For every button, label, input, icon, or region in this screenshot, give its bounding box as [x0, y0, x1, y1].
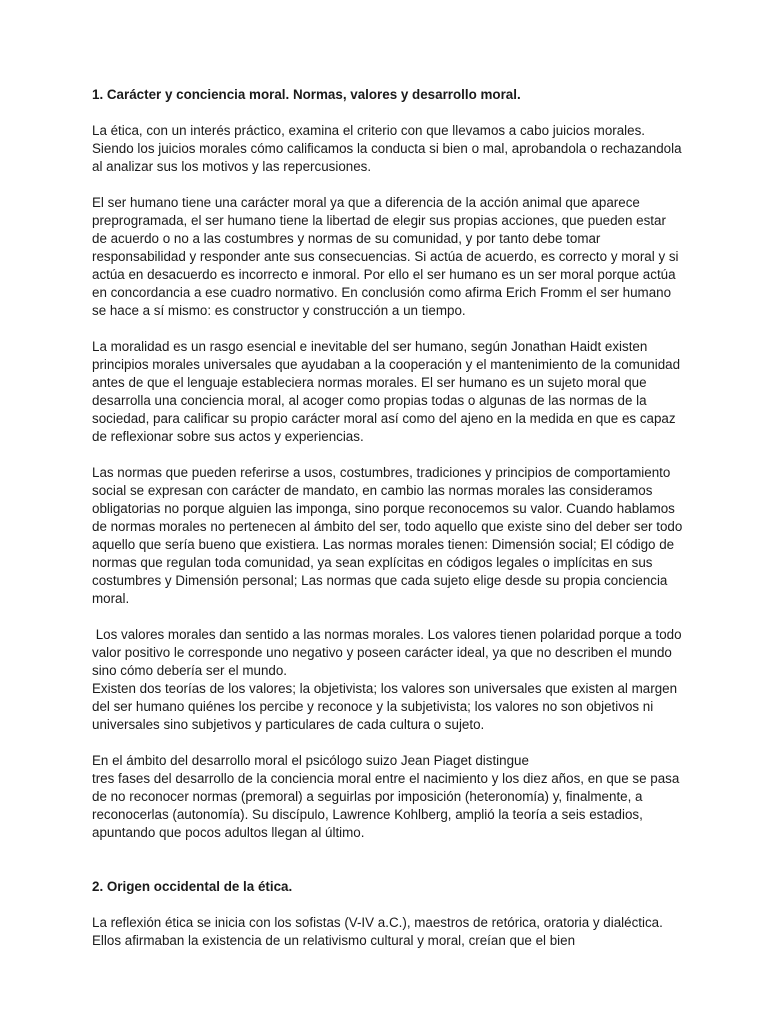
section-1-paragraph-7: En el ámbito del desarrollo moral el psicólogo suizo Jean Piaget distingue: [92, 753, 529, 768]
section-2-heading: 2. Origen occidental de la ética.: [92, 879, 293, 894]
spacer: [92, 176, 684, 194]
spacer: [92, 896, 684, 914]
section-1-heading: 1. Carácter y conciencia moral. Normas, valores y desarrollo moral.: [92, 87, 521, 102]
section-1-paragraph-4: Las normas que pueden referirse a usos, costumbres, tradiciones y principios de comportamiento social se expresan con carácter de mandato, en cambio las normas morales las consideramos obligatorias no porque alguien las imponga, sino porque reconocemos su valor. Cuando hablamos de normas morales no pertenecen al ámbito del ser, todo aquello que existe sino del deber ser todo aquello que sería bueno que existiera. Las normas morales tienen: Dimensión social; El código de normas que regulan toda comunidad, ya sean explícitas en códigos legales o implícitas en sus costumbres y Dimensión personal; Las normas que cada sujeto elige desde su propia conciencia moral.: [92, 465, 683, 606]
section-1-paragraph-5: Los valores morales dan sentido a las normas morales. Los valores tienen polaridad porque a todo valor positivo le corresponde uno negativo y poseen carácter ideal, ya que no describen el mundo sino cómo debería ser el mundo.: [92, 627, 686, 678]
spacer: [92, 104, 684, 122]
section-2-paragraph-1: La reflexión ética se inicia con los sofistas (V-IV a.C.), maestros de retórica, oratoria y dialéctica. Ellos afirmaban la existencia de un relativismo cultural y moral, creían que el bien: [92, 915, 663, 948]
section-1-paragraph-1: La ética, con un interés práctico, examina el criterio con que llevamos a cabo juicios morales. Siendo los juicios morales cómo calificamos la conducta si bien o mal, aprobandola o rechazandola al analizar sus los motivos y las repercusiones.: [92, 123, 682, 174]
spacer: [92, 842, 684, 878]
spacer: [92, 608, 684, 626]
section-1-paragraph-3: La moralidad es un rasgo esencial e inevitable del ser humano, según Jonathan Haidt existen principios morales universales que ayudaban a la cooperación y el mantenimiento de la comunidad antes de que el lenguaje estableciera normas morales. El ser humano es un sujeto moral que desarrolla una conciencia moral, al acoger como propias todas o algunas de las normas de la sociedad, para calificar su propio carácter moral así como del ajeno en la medida en que es capaz de reflexionar sobre sus actos y experiencias.: [92, 339, 681, 444]
section-1-paragraph-2: El ser humano tiene una carácter moral ya que a diferencia de la acción animal que aparece preprogramada, el ser humano tiene la libertad de elegir sus propias acciones, que pueden estar de acuerdo o no a las costumbres y normas de su comunidad, y por tanto debe tomar responsabilidad y responder ante sus consecuencias. Si actúa de acuerdo, es correcto y moral y si actúa en desacuerdo es incorrecto e inmoral. Por ello el ser humano es un ser moral porque actúa en concordancia a ese cuadro normativo. En conclusión como afirma Erich Fromm el ser humano se hace a sí mismo: es constructor y construcción a un tiempo.: [92, 195, 679, 318]
spacer: [92, 734, 684, 752]
section-1-paragraph-8: tres fases del desarrollo de la conciencia moral entre el nacimiento y los diez años, en que se pasa de no reconocer normas (premoral) a seguirlas por imposición (heteronomía) y, finalmente, a reconocerlas (autonomía). Su discípulo, Lawrence Kohlberg, amplió la teoría a seis estadios, apuntando que pocos adultos llegan al último.: [92, 771, 680, 840]
document-body: [92, 86, 684, 950]
spacer: [92, 320, 684, 338]
spacer: [92, 446, 684, 464]
section-1-paragraph-6: Existen dos teorías de los valores; la objetivista; los valores son universales que existen al margen del ser humano quiénes los percibe y reconoce y la subjetivista; los valores no son objetivos ni universales sino subjetivos y particulares de cada cultura o sujeto.: [92, 681, 678, 732]
